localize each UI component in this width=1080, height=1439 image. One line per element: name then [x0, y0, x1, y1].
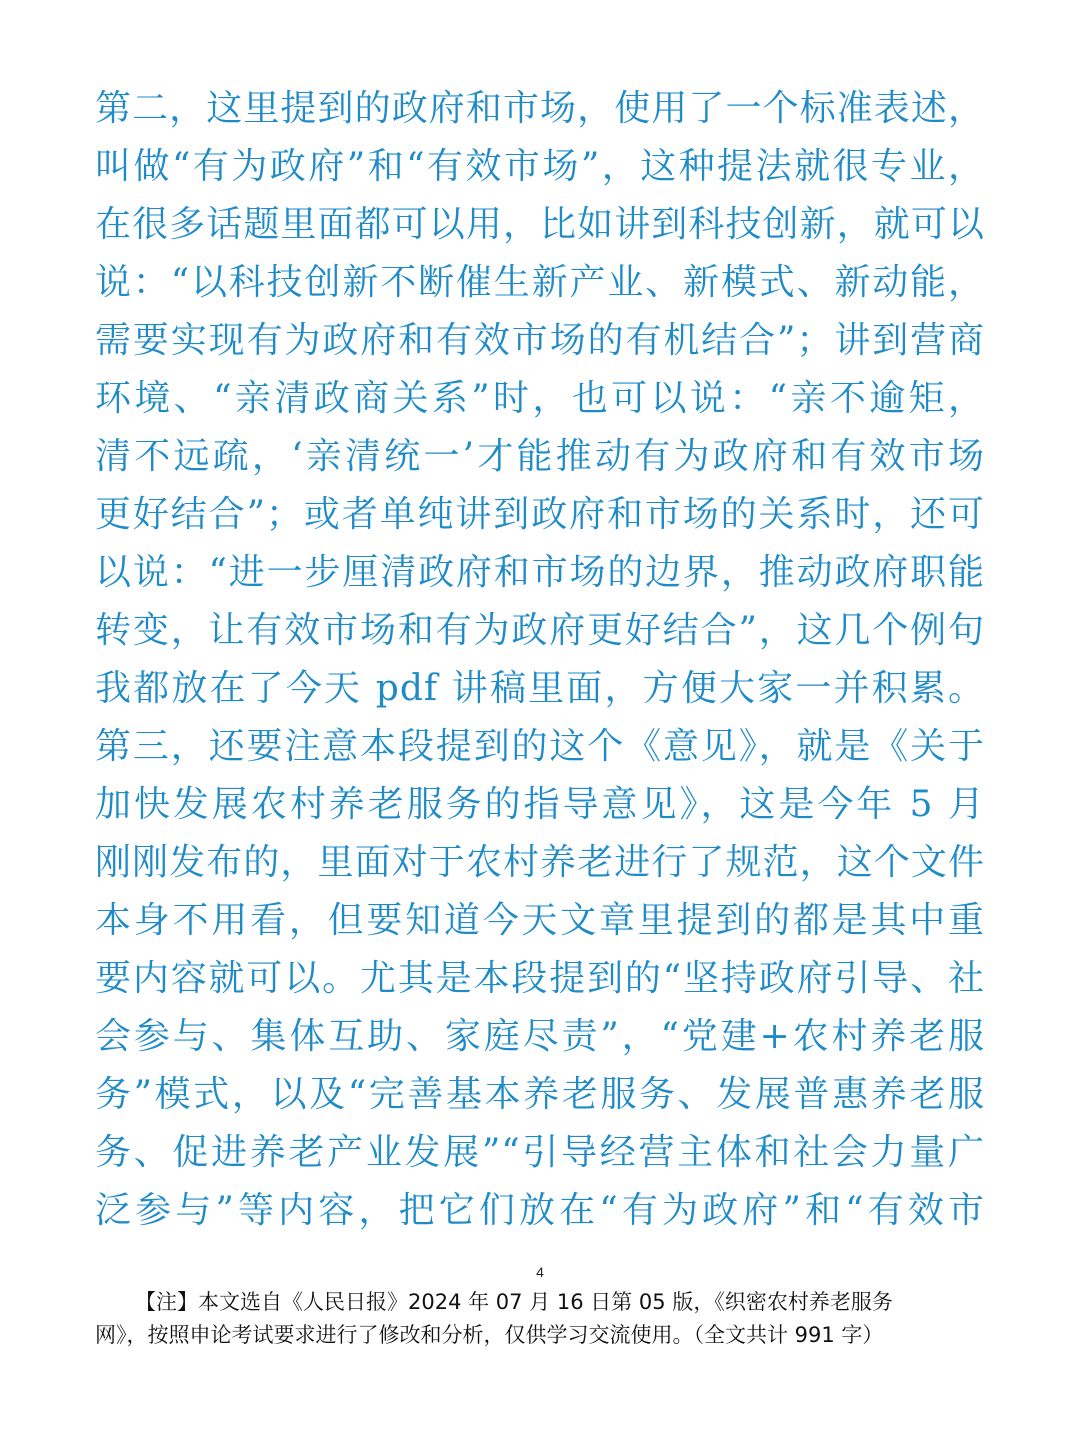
body-line: 第三，还要注意本段提到的这个《意见》，就是《关于 — [95, 726, 985, 767]
body-line: 转变，让有效市场和有为政府更好结合”，这几个例句 — [95, 610, 985, 651]
body-line: 务、促进养老产业发展”“引导经营主体和社会力量广 — [95, 1132, 985, 1173]
body-line: 要内容就可以。尤其是本段提到的“坚持政府引导、社 — [95, 958, 985, 999]
body-line: 在很多话题里面都可以用，比如讲到科技创新，就可以 — [95, 204, 985, 245]
body-line: 叫做“有为政府”和“有效市场”，这种提法就很专业， — [95, 146, 985, 187]
footnote-line: 网》，按照申论考试要求进行了修改和分析，仅供学习交流使用。（全文共计 991 字） — [95, 1323, 884, 1347]
body-line: 会参与、集体互助、家庭尽责”，“党建+农村养老服 — [95, 1016, 985, 1057]
body-line: 环境、“亲清政商关系”时，也可以说：“亲不逾矩， — [95, 378, 985, 419]
footnote — [95, 1286, 985, 1352]
body-line: 务”模式，以及“完善基本养老服务、发展普惠养老服 — [95, 1074, 985, 1115]
body-line: 说：“以科技创新不断催生新产业、新模式、新动能， — [95, 262, 985, 303]
body-line: 加快发展农村养老服务的指导意见》，这是今年 5 月 — [95, 784, 985, 825]
body-line: 清不远疏，‘亲清统一’才能推动有为政府和有效市场 — [95, 436, 985, 477]
body-line: 第二，这里提到的政府和市场，使用了一个标准表述， — [95, 88, 985, 129]
body-line: 泛参与”等内容，把它们放在“有为政府”和“有效市 — [95, 1190, 985, 1231]
body-text — [95, 80, 985, 1240]
body-line: 更好结合”；或者单纯讲到政府和市场的关系时，还可 — [95, 494, 985, 535]
body-line: 以说：“进一步厘清政府和市场的边界，推动政府职能 — [95, 552, 985, 593]
body-line: 我都放在了今天 pdf 讲稿里面，方便大家一并积累。 — [95, 668, 985, 709]
body-line: 刚刚发布的，里面对于农村养老进行了规范，这个文件 — [95, 842, 985, 883]
body-line: 本身不用看，但要知道今天文章里提到的都是其中重 — [95, 900, 985, 941]
footnote-line: 【注】本文选自《人民日报》2024 年 07 月 16 日第 05 版，《织密农村养老服务 — [135, 1290, 893, 1314]
page-number: 4 — [536, 1264, 544, 1280]
body-line: 需要实现有为政府和有效市场的有机结合”；讲到营商 — [95, 320, 985, 361]
